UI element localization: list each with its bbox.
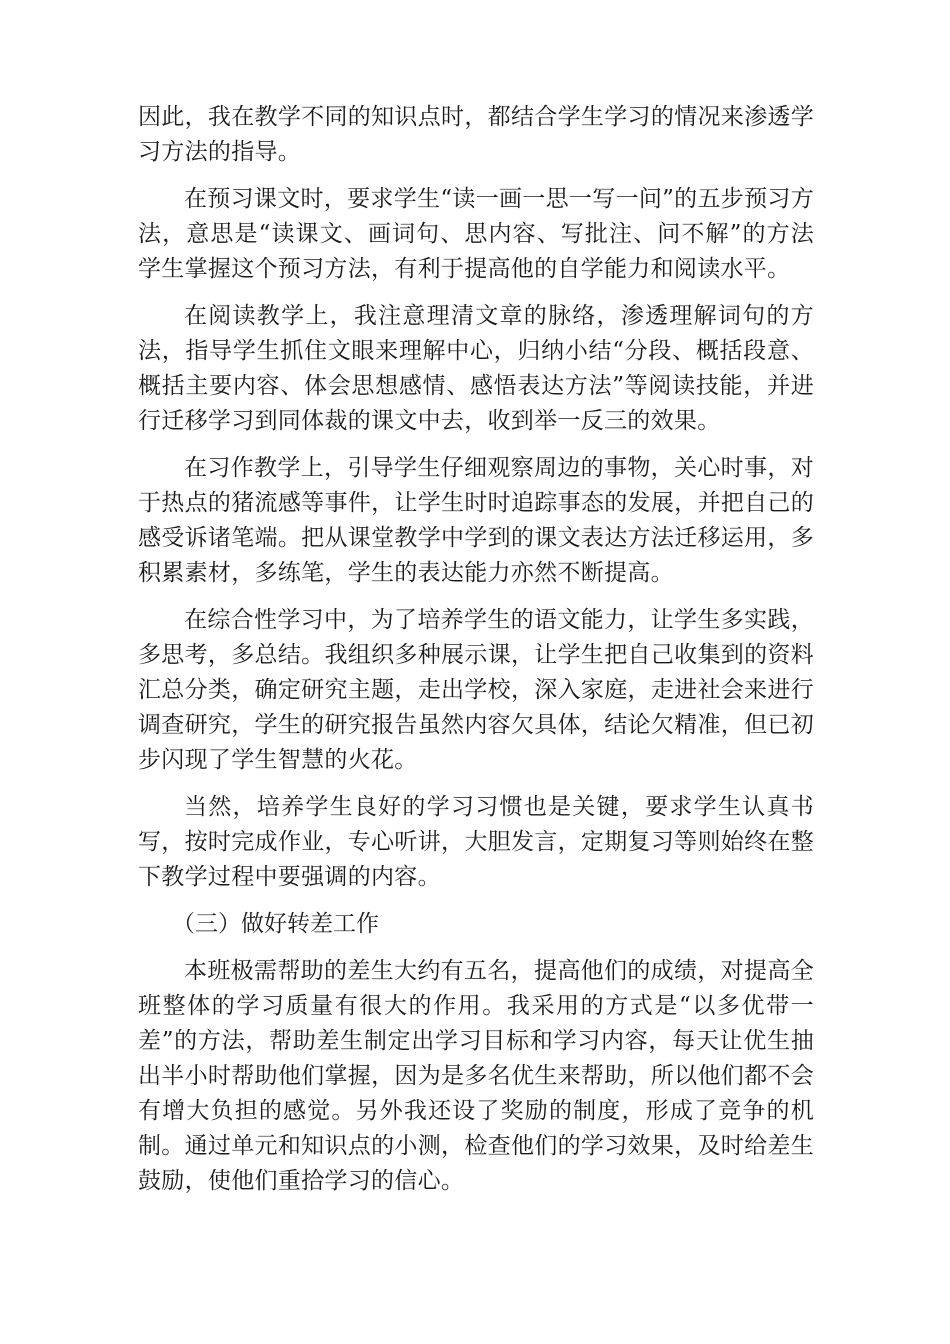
section-heading: （三）做好转差工作 — [172, 911, 379, 937]
paragraph-continuation: 因此，我在教学不同的知识点时，都结合学生学习的情况来渗透学习方法的指导。 — [138, 104, 814, 165]
paragraph-reading-teaching: 在阅读教学上，我注意理清文章的脉络，渗透理解词句的方法，指导学生抓住文眼来理解中心，归纳小结“分段、概括段意、概括主要内容、体会思想感情、感悟表达方法”等阅读技能，并进行迁移学习到同体裁的课文中去，收到举一反三的效果。 — [138, 303, 814, 434]
paragraph-writing-teaching: 在习作教学上，引导学生仔细观察周边的事物，关心时事，对于热点的猪流感等事件，让学生时时追踪事态的发展，并把自己的感受诉诸笔端。把从课堂教学中学到的课文表达方法迁移运用，多积累素材，多练笔，学生的表达能力亦然不断提高。 — [138, 455, 814, 586]
paragraph-study-habits: 当然，培养学生良好的学习习惯也是关键，要求学生认真书写，按时完成作业，专心听讲，大胆发言，定期复习等则始终在整下教学过程中要强调的内容。 — [138, 794, 814, 890]
paragraph-comprehensive-learning: 在综合性学习中，为了培养学生的语文能力，让学生多实践，多思考，多总结。我组织多种展示课，让学生把自己收集到的资料汇总分类，确定研究主题，走出学校，深入家庭，走进社会来进行调查研究，学生的研究报告虽然内容欠具体，结论欠精准，但已初步闪现了学生智慧的火花。 — [138, 607, 814, 773]
paragraph-helping-students: 本班极需帮助的差生大约有五名，提高他们的成绩，对提高全班整体的学习质量有很大的作用。我采用的方式是“以多优带一差”的方法，帮助差生制定出学习目标和学习内容，每天让优生抽出半小时帮助他们掌握，因为是多名优生来帮助，所以他们都不会有增大负担的感觉。另外我还设了奖励的制度，形成了竞争的机制。通过单元和知识点的小测，检查他们的学习效果，及时给差生鼓励，使他们重拾学习的信心。 — [138, 958, 814, 1194]
paragraph-preview-method: 在预习课文时，要求学生“读一画一思一写一问”的五步预习方法，意思是“读课文、画词句、思内容、写批注、问不解”的方法学生掌握这个预习方法，有利于提高他的自学能力和阅读水平。 — [138, 186, 814, 282]
document-page — [138, 100, 814, 1199]
